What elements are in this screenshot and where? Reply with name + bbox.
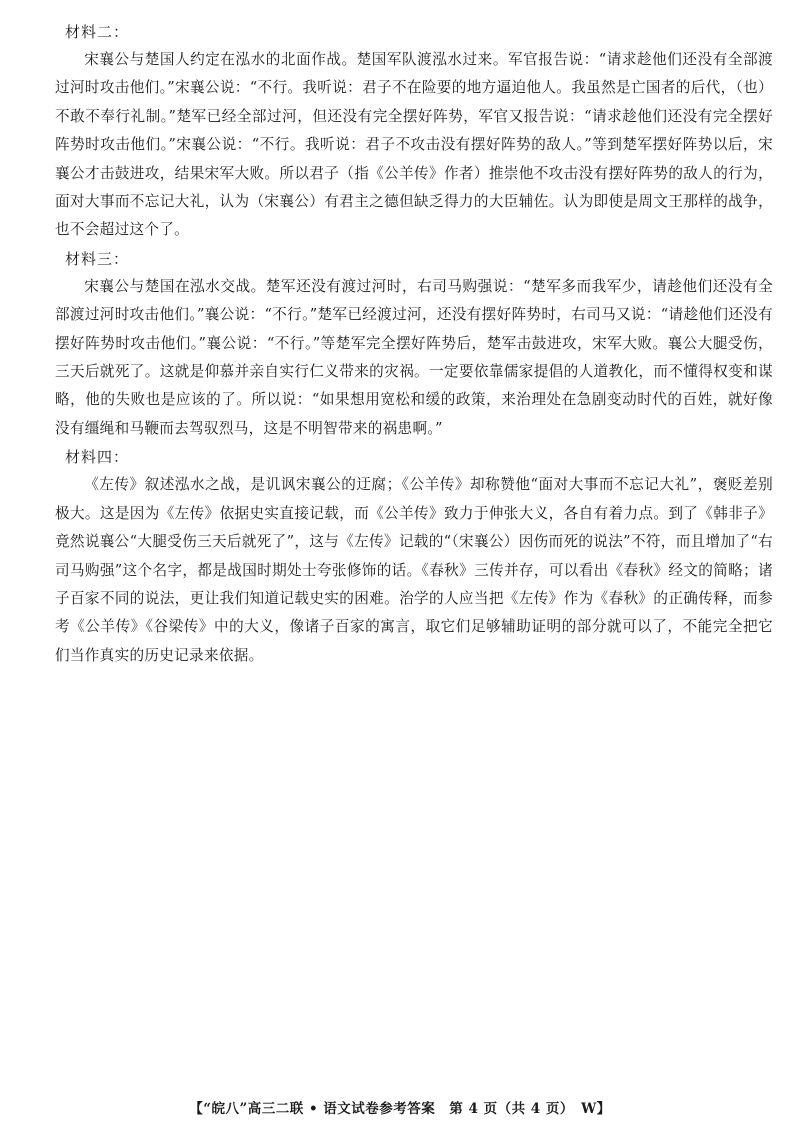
section-material-4 <box>55 443 773 670</box>
section-heading: 材料四： <box>65 448 130 467</box>
page-footer: 【“皖八”高三二联 • 语文试卷参考答案 第 4 页（共 4 页） W】 <box>189 1101 611 1117</box>
section-material-3 <box>55 245 773 443</box>
section-heading: 材料二： <box>65 23 130 41</box>
section-heading: 材料三： <box>65 249 130 268</box>
section-paragraph: 《左传》叙述泓水之战，是讥讽宋襄公的迂腐；《公羊传》却称赞他“面对大事而不忘记大礼”，褒贬差别极大。这是因为《左传》依据史实直接记载，而《公羊传》致力于伸张大义，各自有着力点。到了《韩非子》竟然说襄公“大腿受伤三天后就死了”，这与《左传》记载的“（宋襄公）因伤而死的说法”不符，而且增加了“右司马购强”这个名字，都是战国时期处士夸张修饰的话。《春秋》三传并存，可以看出《春秋》经文的简略；诸子百家不同的说法，更让我们知道记载史实的困难。治学的人应当把《左传》作为《春秋》的正确传释，而参考《公羊传》《谷梁传》中的大义，像诸子百家的寓言，取它们足够辅助证明的部分就可以了，不能完全把它们当作真实的历史记录来依据。 <box>55 476 773 664</box>
section-paragraph: 宋襄公与楚国在泓水交战。楚军还没有渡过河时，右司马购强说：“楚军多而我军少，请趁他们还没有全部渡过河时攻击他们。”襄公说：“不行。”楚军已经渡过河，还没有摆好阵势时，右司马又说：“请趁他们还没有摆好阵势时攻击他们。”襄公说：“不行。”等楚军完全摆好阵势后，楚军击鼓进攻，宋军大败。襄公大腿受伤，三天后就死了。这就是仰慕并亲自实行仁义带来的灾祸。一定要依靠儒家提倡的人道教化，而不懂得权变和谋略，他的失败也是应该的了。所以说：“如果想用宽松和缓的政策，来治理处在急剧变动时代的百姓，就好像没有缰绳和马鞭而去驾驭烈马，这是不明智带来的祸患啊。” <box>55 277 773 437</box>
section-material-2 <box>55 18 773 245</box>
document-body <box>55 18 773 670</box>
section-paragraph: 宋襄公与楚国人约定在泓水的北面作战。楚国军队渡泓水过来。军官报告说：“请求趁他们还没有全部渡过河时攻击他们。”宋襄公说：“不行。我听说：君子不在险要的地方逼迫他人。我虽然是亡国者的后代，（也）不敢不奉行礼制。”楚军已经全部过河，但还没有完全摆好阵势，军官又报告说：“请求趁他们还没有完全摆好阵势时攻击他们。”宋襄公说：“不行。我听说：君子不攻击没有摆好阵势的敌人。”等到楚军摆好阵势以后，宋襄公才击鼓进攻，结果宋军大败。所以君子（指《公羊传》作者）推崇他不攻击没有摆好阵势的敌人的行为，面对大事而不忘记大礼，认为（宋襄公）有君主之德但缺乏得力的大臣辅佐。认为即使是周文王那样的战争，也不会超过这个了。 <box>55 51 773 239</box>
